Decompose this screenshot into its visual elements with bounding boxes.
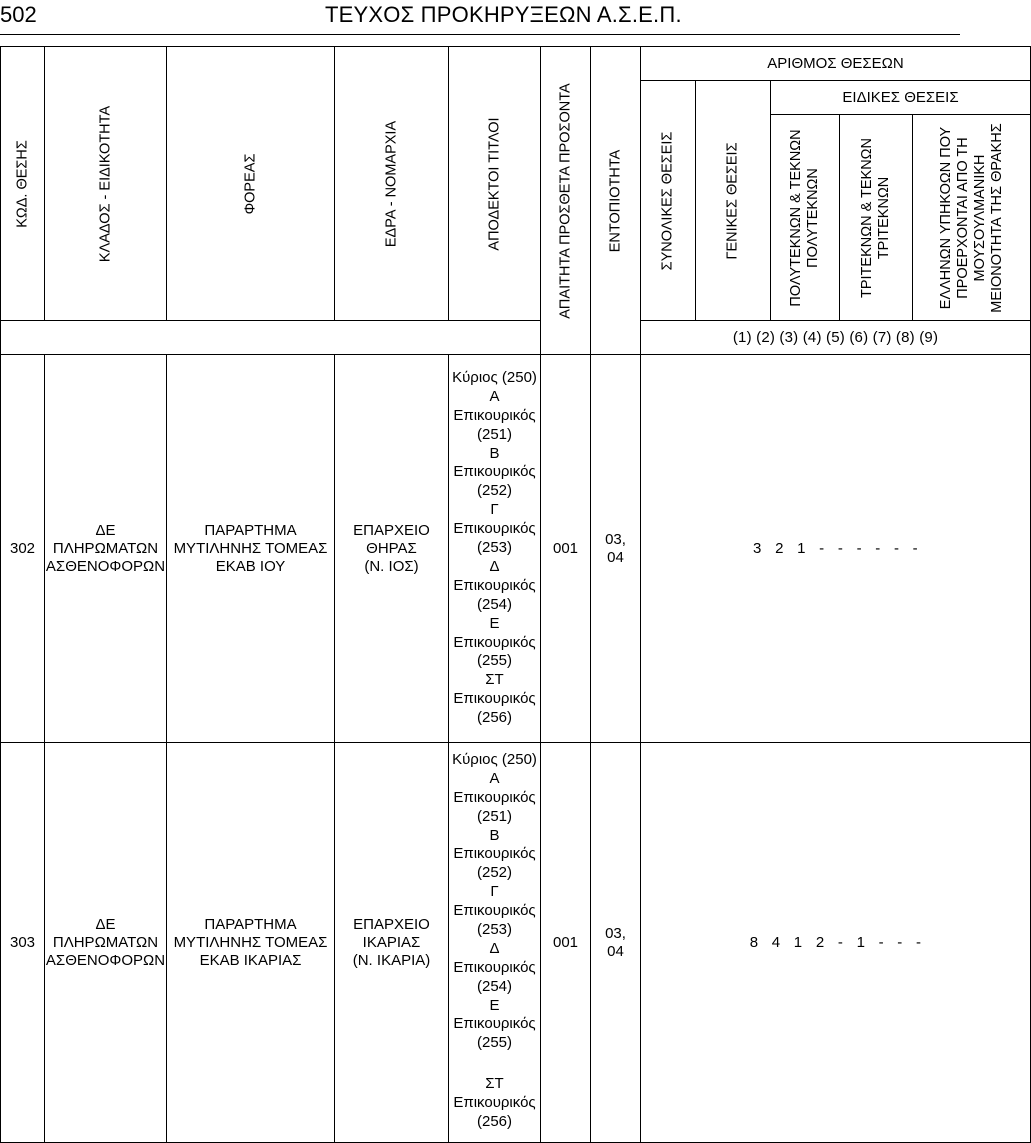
header-positions-group: ΑΡΙΘΜΟΣ ΘΕΣΕΩΝ: [641, 47, 1031, 81]
row-titles: Κύριος (250) Α Επικουρικός (251) Β Επικουρικός (252) Γ Επικουρικός (253) Δ Επικουρικός (254) Ε Επικουρικός (255) ΣΤ Επικουρικός (256): [449, 743, 541, 1143]
header-agency: ΦΟΡΕΑΣ: [167, 47, 335, 321]
header-thrace-minority: ΕΛΛΗΝΩΝ ΥΠΗΚΟΩΝ ΠΟΥ ΠΡΟΕΡΧΟΝΤΑΙ ΑΠΟ ΤΗ ΜΟΥΣΟΥΛΜΑΝΙΚΗ ΜΕΙΟΝΟΤΗΤΑ ΤΗΣ ΘΡΑΚΗΣ: [913, 115, 1031, 321]
table-row: [1, 355, 1031, 743]
positions-table: [0, 46, 1031, 1143]
header-seat: ΕΔΡΑ - ΝΟΜΑΡΧΙΑ: [335, 47, 449, 321]
page-number: 502: [0, 2, 37, 27]
row-required: 001: [541, 743, 591, 1143]
row-code: 302: [1, 355, 45, 743]
header-titles: ΑΠΟΔΕΚΤΟΙ ΤΙΤΛΟΙ: [449, 47, 541, 321]
row-titles: Κύριος (250) Α Επικουρικός (251) Β Επικουρικός (252) Γ Επικουρικός (253) Δ Επικουρικός (254) Ε Επικουρικός (255) ΣΤ Επικουρικός (256): [449, 355, 541, 743]
row-locality: 03, 04: [591, 743, 641, 1143]
row-code: 303: [1, 743, 45, 1143]
header-required: ΑΠΑΙΤΗΤΑ ΠΡΟΣΘΕΤΑ ΠΡΟΣΟΝΤΑ: [541, 47, 591, 355]
row-position-counts: 3 2 1 - - - - - -: [641, 355, 1031, 743]
row-locality: 03, 04: [591, 355, 641, 743]
row-agency: ΠΑΡΑΡΤΗΜΑ ΜΥΤΙΛΗΝΗΣ ΤΟΜΕΑΣ ΕΚΑΒ ΙΟΥ: [167, 355, 335, 743]
header-special-group: ΕΙΔΙΚΕΣ ΘΕΣΕΙΣ: [771, 81, 1031, 115]
page-title: ΤΕΥΧΟΣ ΠΡΟΚΗΡΥΞΕΩΝ Α.Σ.Ε.Π.: [325, 2, 682, 27]
row-required: 001: [541, 355, 591, 743]
header-large-family: ΠΟΛΥΤΕΚΝΩΝ & ΤΕΚΝΩΝ ΠΟΛΥΤΕΚΝΩΝ: [771, 115, 840, 321]
header-locality: ΕΝΤΟΠΙΟΤΗΤΑ: [591, 47, 641, 355]
header-general: ΓΕΝΙΚΕΣ ΘΕΣΕΙΣ: [696, 81, 771, 321]
header-spacer: [1, 321, 541, 355]
header-three-children: ΤΡΙΤΕΚΝΩΝ & ΤΕΚΝΩΝ ΤΡΙΤΕΚΝΩΝ: [840, 115, 913, 321]
row-branch: ΔΕ ΠΛΗΡΩΜΑΤΩΝ ΑΣΘΕΝΟΦΟΡΩΝ: [45, 355, 167, 743]
row-seat: ΕΠΑΡΧΕΙΟ ΘΗΡΑΣ (Ν. ΙΟΣ): [335, 355, 449, 743]
row-agency: ΠΑΡΑΡΤΗΜΑ ΜΥΤΙΛΗΝΗΣ ΤΟΜΕΑΣ ΕΚΑΒ ΙΚΑΡΙΑΣ: [167, 743, 335, 1143]
header-total: ΣΥΝΟΛΙΚΕΣ ΘΕΣΕΙΣ: [641, 81, 696, 321]
header-branch: ΚΛΑΔΟΣ - ΕΙΔΙΚΟΤΗΤΑ: [45, 47, 167, 321]
row-seat: ΕΠΑΡΧΕΙΟ ΙΚΑΡΙΑΣ (Ν. ΙΚΑΡΙΑ): [335, 743, 449, 1143]
row-branch: ΔΕ ΠΛΗΡΩΜΑΤΩΝ ΑΣΘΕΝΟΦΟΡΩΝ: [45, 743, 167, 1143]
row-position-counts: 8 4 1 2 - 1 - - -: [641, 743, 1031, 1143]
column-numbers: (1) (2) (3) (4) (5) (6) (7) (8) (9): [641, 321, 1031, 355]
header-code: ΚΩΔ. ΘΕΣΗΣ: [1, 47, 45, 321]
header-rule: [0, 34, 960, 35]
table-row: [1, 743, 1031, 1143]
